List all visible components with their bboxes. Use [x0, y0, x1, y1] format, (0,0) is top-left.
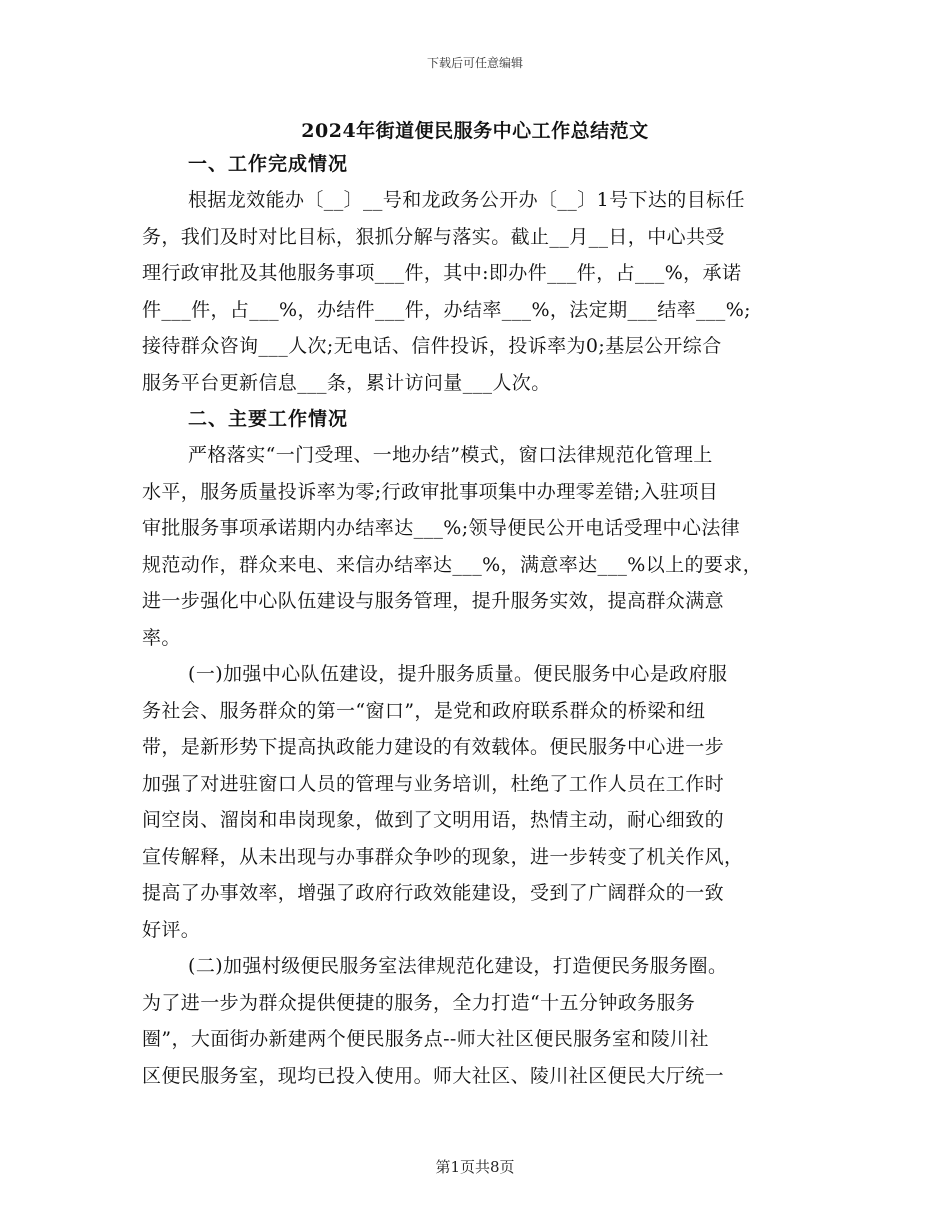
paragraph [142, 437, 810, 656]
paragraph-line: 服务平台更新信息___条，累计访问量___人次。 [142, 371, 551, 394]
paragraph-line: 水平，服务质量投诉率为零;行政审批事项集中办理零差错;入驻项目 [142, 480, 719, 503]
paragraph [142, 948, 810, 1094]
paragraph [142, 656, 810, 948]
document-body [142, 146, 810, 1094]
paragraph-line: 圈”，大面街办新建两个便民服务点--师大社区便民服务室和陵川社 [142, 1028, 709, 1050]
paragraph-line: (一)加强中心队伍建设，提升服务质量。便民服务中心是政府服 [188, 663, 728, 685]
page-footer: 第1页共8页 [435, 1158, 515, 1176]
paragraph-line: (二)加强村级便民服务室法律规范化建设，打造便民务服务圈。 [188, 955, 728, 977]
section-heading: 一、工作完成情况 [188, 153, 349, 175]
paragraph-line: 宣传解释，从未出现与办事群众争吵的现象，进一步转变了机关作风， [142, 845, 744, 868]
paragraph-line: 加强了对进驻窗口人员的管理与业务培训，杜绝了工作人员在工作时 [142, 772, 725, 795]
paragraph-line: 接待群众咨询___人次;无电话、信件投诉，投诉率为0;基层公开综合 [142, 335, 722, 357]
paragraph-line: 务社会、服务群众的第一“窗口”，是党和政府联系群众的桥梁和纽 [142, 699, 706, 722]
paragraph-line: 根据龙效能办〔__〕__号和龙政务公开办〔__〕1号下达的目标任 [188, 189, 745, 211]
paragraph [142, 182, 810, 401]
paragraph-line: 务，我们及时对比目标，狠抓分解与落实。截止__月__日，中心共受 [142, 225, 725, 248]
paragraph-line: 间空岗、溜岗和串岗现象，做到了文明用语，热情主动，耐心细致的 [142, 809, 725, 831]
paragraph-line: 好评。 [142, 918, 201, 941]
paragraph-line: 件___件，占___%，办结件___件，办结率___%，法定期___结率___%; [142, 298, 751, 321]
paragraph-line: 率。 [142, 626, 181, 649]
paragraph-line: 规范动作，群众来电、来信办结率达___%，满意率达___%以上的要求， [142, 553, 763, 576]
page-header: 下载后可任意编辑 [426, 56, 523, 70]
paragraph-line: 区便民服务室，现均已投入使用。师大社区、陵川社区便民大厅统一 [142, 1064, 725, 1087]
paragraph-line: 进一步强化中心队伍建设与服务管理，提升服务实效，提高群众满意 [142, 590, 725, 612]
paragraph-line: 理行政审批及其他服务事项___件，其中:即办件___件，占___%，承诺 [142, 262, 742, 284]
paragraph-line: 审批服务事项承诺期内办结率达___%;领导便民公开电话受理中心法律 [142, 517, 741, 539]
paragraph-line: 带，是新形势下提高执政能力建设的有效载体。便民服务中心进一步 [142, 736, 725, 758]
paragraph-line: 为了进一步为群众提供便捷的服务，全力打造“十五分钟政务服务 [142, 991, 696, 1014]
paragraph-line: 严格落实“一门受理、一地办结”模式，窗口法律规范化管理上 [188, 444, 713, 466]
section-heading: 二、主要工作情况 [188, 408, 349, 430]
paragraph-line: 提高了办事效率，增强了政府行政效能建设，受到了广阔群众的一致 [142, 882, 725, 904]
document-title: 2024年街道便民服务中心工作总结范文 [301, 120, 649, 142]
